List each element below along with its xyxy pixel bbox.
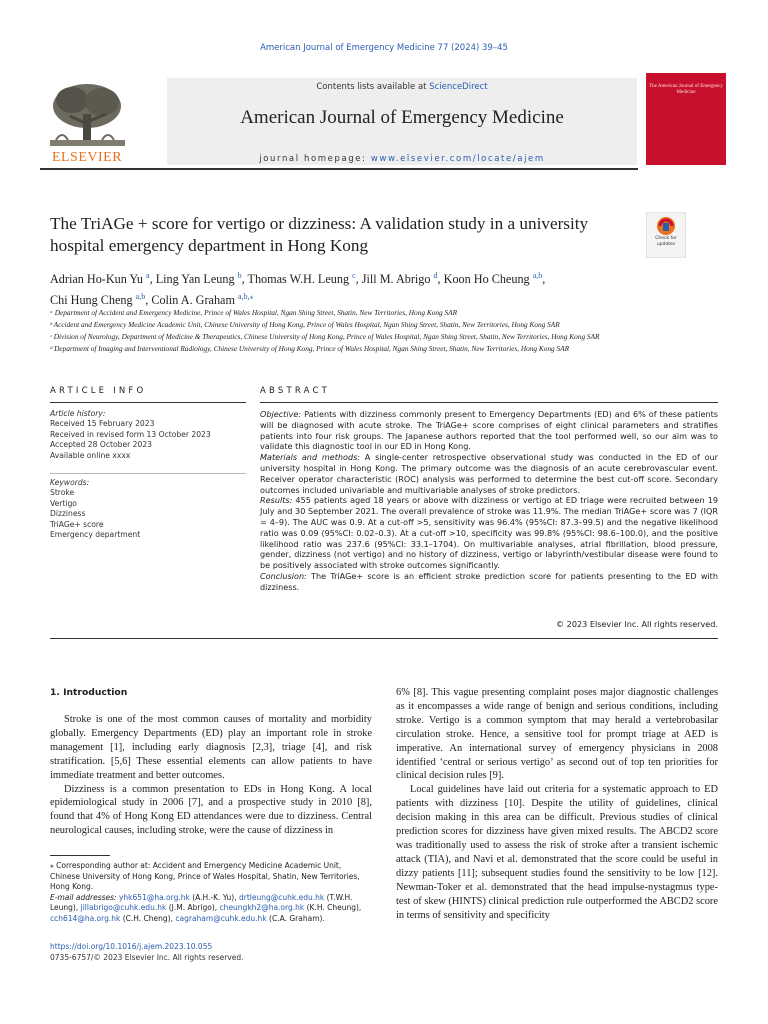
author-name[interactable]: Ling Yan Leung xyxy=(155,272,235,287)
info-divider xyxy=(50,473,246,474)
article-title: The TriAGe + score for vertigo or dizziness: A validation study in a university hospital emergency department in Hong Kong xyxy=(50,214,589,255)
right-column xyxy=(396,686,718,922)
homepage-link[interactable]: www.elsevier.com/locate/ajem xyxy=(370,154,545,164)
body-paragraph: Local guidelines have laid out criteria for a systematic approach to ED patients with dizziness [10]. Despite the utility of guidelines, clinical decision making in this area can be difficult. Previous studies of clinical prediction scores for dizziness have given mixed results. The ABCD2 score was traditionally used to assess the risk of stroke after a transient ischemic attack (TIA), and Navi et al. demonstrated that the score could be useful in dizzy patients [11]; subsequent studies found the sensitivity to be low [12]. Newman-Toker et al. demonstrated that the head impulse-nystagmus type-test of skew (HINTS) clinical prediction rule outperformed the ABCD2 score in terms of sensitivity and specificity xyxy=(396,784,718,921)
keyword: Stroke xyxy=(50,488,75,498)
keywords xyxy=(50,478,246,540)
abstract-body xyxy=(260,409,718,593)
email-link[interactable]: cch614@ha.org.hk xyxy=(50,913,121,923)
doi-link[interactable]: https://doi.org/10.1016/j.ajem.2023.10.055 xyxy=(50,942,213,951)
abstract-rule xyxy=(260,402,718,403)
author-name[interactable]: Koon Ho Cheung xyxy=(443,272,530,287)
history-item: Available online xxxx xyxy=(50,450,131,460)
history-item: Received in revised form 13 October 2023 xyxy=(50,429,211,439)
methods-label: Materials and methods: xyxy=(260,452,361,463)
page-footer xyxy=(50,941,350,963)
contents-prefix: Contents lists available at xyxy=(316,82,430,92)
author-separator: , xyxy=(355,272,362,287)
author-name[interactable]: Colin A. Graham xyxy=(151,293,235,308)
abstract-objective xyxy=(260,409,718,452)
author-name[interactable]: Chi Hung Cheng xyxy=(50,293,133,308)
author-affiliation-mark[interactable]: c xyxy=(352,271,356,280)
article-info-heading: ARTICLE INFO xyxy=(50,386,147,396)
email-owner: (A.H.-K. Yu), xyxy=(189,892,239,902)
author-list xyxy=(50,267,690,309)
cover-title: The American Journal of Emergency Medicine xyxy=(649,84,723,95)
author-affiliation-mark[interactable]: b xyxy=(237,271,242,280)
check-for-updates-icon[interactable] xyxy=(646,212,686,258)
objective-label: Objective: xyxy=(260,409,302,419)
homepage-prefix: journal homepage: xyxy=(259,154,371,164)
methods-text: A single-center retrospective observational study was conducted in the ED of our university hospital in Hong Kong. The primary outcome was the diagnosis of an acute cerebrovascular event. Receiver operator characteristic (ROC) analysis was performed to determine the best cut-off score. Secondary outcomes included univariable and multivariable analyses of stroke predictors. xyxy=(260,452,719,495)
journal-name: American Journal of Emergency Medicine xyxy=(240,107,564,128)
badge-label: Check for updates xyxy=(655,236,677,247)
keyword: TriAGe+ score xyxy=(50,519,104,529)
article-history xyxy=(50,409,246,461)
sciencedirect-link[interactable]: ScienceDirect xyxy=(429,82,488,92)
email-list xyxy=(50,893,368,925)
email-link[interactable]: drtleung@cuhk.edu.hk xyxy=(239,892,325,902)
body-paragraph: 6% [8]. This vague presenting complaint poses major diagnostic challenges as it encompasses a wide range of benign and serious conditions, including stroke. Vertigo is a common symptom that may herald a vertebrobasilar circulation stroke. Hence, a sensitive tool for prompt triage at AED is imperative. An international survey of emergency physicians in 2008 identified ‘central or serious vertigo’ as second out of top ten priorities for clinical decision rules [9]. xyxy=(396,687,718,782)
keyword: Vertigo xyxy=(50,498,77,508)
author-affiliation-mark[interactable]: a,b,⁎ xyxy=(237,292,254,302)
history-item: Received 15 February 2023 xyxy=(50,419,155,429)
info-rule xyxy=(50,402,246,403)
email-owner: (C.H. Cheng), xyxy=(120,913,176,923)
email-label: E-mail addresses: xyxy=(50,892,117,902)
email-link[interactable]: yhk651@ha.org.hk xyxy=(118,892,190,902)
author-separator: , xyxy=(241,272,248,287)
author-affiliation-mark[interactable]: d xyxy=(433,271,438,280)
author-affiliation-mark[interactable]: a xyxy=(146,271,150,280)
keyword: Dizziness xyxy=(50,509,86,519)
homepage-line xyxy=(167,154,637,164)
email-owner: (J.M. Abrigo), xyxy=(166,903,220,913)
email-owner: (K.H. Cheung), xyxy=(304,903,362,913)
conclusion-label: Conclusion: xyxy=(260,570,307,581)
abstract-results xyxy=(260,495,718,571)
copyright: © 2023 Elsevier Inc. All rights reserved. xyxy=(556,619,718,629)
author-affiliation-mark[interactable]: a,b xyxy=(135,292,146,302)
keywords-label: Keywords: xyxy=(50,478,90,487)
email-owner: (C.A. Graham). xyxy=(266,913,325,923)
corresponding-author-footnote xyxy=(50,861,368,925)
affiliation-c: ᶜ Division of Neurology, Department of Medicine & Therapeutics, Chinese University of Hong Kong, Prince of Wales Hospital, Ngan Shing Street, Shatin, New Territories, Hong Kong SAR xyxy=(50,332,600,341)
footnote-rule xyxy=(50,855,110,856)
email-link[interactable]: jillabrigo@cuhk.edu.hk xyxy=(80,903,167,913)
email-link[interactable]: cagraham@cuhk.edu.hk xyxy=(175,913,267,923)
abstract-conclusion xyxy=(260,571,718,593)
keyword: Emergency department xyxy=(50,530,141,540)
journal-citation[interactable]: American Journal of Emergency Medicine 77 (2024) 39–45 xyxy=(260,43,508,53)
author-separator: , xyxy=(149,272,156,287)
publisher-wordmark: ELSEVIER xyxy=(51,150,123,165)
conclusion-text: The TriAGe+ score is an efficient stroke prediction score for patients presenting to the ED with dizziness. xyxy=(260,570,718,592)
history-label: Article history: xyxy=(50,409,106,418)
abstract-bottom-rule xyxy=(50,638,718,639)
left-column xyxy=(50,713,372,838)
history-item: Accepted 28 October 2023 xyxy=(50,440,152,450)
author-name[interactable]: Thomas W.H. Leung xyxy=(247,272,350,287)
objective-text: Patients with dizziness commonly present to Emergency Departments (ED) and 6% of these patients will be diagnosed with acute stroke. The TriAGe+ score comprises of eight clinical parameters and stratifies patients into four risk groups. The Japanese authors reported that the tool performed well, so our aim was to validate this diagnostic tool in our ED in Hong Kong. xyxy=(260,409,718,452)
author-separator: , xyxy=(145,293,152,308)
affiliation-d: ᵈ Department of Imaging and Interventional Radiology, Chinese University of Hong Kong, Prince of Wales Hospital, Ngan Shing Street, Shatin, New Territories, Hong Kong SAR xyxy=(50,344,570,353)
contents-line xyxy=(167,82,637,92)
author-affiliation-mark[interactable]: a,b xyxy=(532,271,543,280)
author-separator: , xyxy=(437,272,444,287)
section-heading-introduction: 1. Introduction xyxy=(50,687,128,698)
body-paragraph: Dizziness is a common presentation to EDs in Hong Kong. A local epidemiological study in 2006 [7], and a prospective study in 2010 [8], found that 4% of Hong Kong ED attendances were due to dizziness. Central neurological causes, including stroke, were the cause of dizziness in xyxy=(50,783,372,837)
author-separator: , xyxy=(542,272,546,287)
footnote-address: ⁎ Corresponding author at: Accident and Emergency Medicine Academic Unit, Chinese University of Hong Kong, Prince of Wales Hospital, Shatin, New Territories, Hong Kong. xyxy=(50,861,360,892)
abstract-methods xyxy=(260,452,718,495)
email-owner: (T.W.H. Leung), xyxy=(50,892,353,913)
results-text: 455 patients aged 18 years or above with dizziness or vertigo at ED triage were recruited between 19 July and 30 September 2021. The overall prevalence of stroke was 11.9%. The median TriAGe+ score was 7 (IQR = 4–9). The AUC was 0.9. At a cut-off >5, sensitivity was 96.4% (95%CI: 87.3–99.5) and the negative likelihood ratio was 0.09 (95%CI: 0.02–0.3). At a cut-off >10, specificity was 99.8% (95%CI: 98.6–100.0), and the positive likelihood ratio was 237.6 (95%CI: 33.1–1704). On multivariable analyses, atrial fibrillation, blood pressure, gender, dizziness (not vertigo) and no history of dizziness, vertigo or labyrinth/vestibular disease were found to be positively associated with stroke outcomes significantly. xyxy=(260,495,718,571)
author-name[interactable]: Jill M. Abrigo xyxy=(361,272,431,287)
author-name[interactable]: Adrian Ho-Kun Yu xyxy=(50,272,143,287)
abstract-heading: ABSTRACT xyxy=(260,386,331,396)
issn-line: 0735-6757/© 2023 Elsevier Inc. All rights reserved. xyxy=(50,953,244,962)
affiliation-b: ᵇ Accident and Emergency Medicine Academic Unit, Chinese University of Hong Kong, Prince of Wales Hospital, Ngan Shing Street, Shatin, New Territories, Hong Kong SAR xyxy=(50,320,560,329)
body-paragraph: Stroke is one of the most common causes of mortality and morbidity globally. Emergency Departments (ED) play an important role in stroke management [1], including early diagnosis [2,3], triage [4], and risk stratification. [5,6] These essential elements can allow patients to have immediate treatment and better outcomes. xyxy=(50,714,372,781)
email-link[interactable]: cheungkh2@ha.org.hk xyxy=(219,903,305,913)
results-label: Results: xyxy=(260,495,293,506)
affiliation-a: ᵃ Department of Accident and Emergency Medicine, Prince of Wales Hospital, Ngan Shing Street, Shatin, New Territories, Hong Kong SAR xyxy=(50,308,458,317)
